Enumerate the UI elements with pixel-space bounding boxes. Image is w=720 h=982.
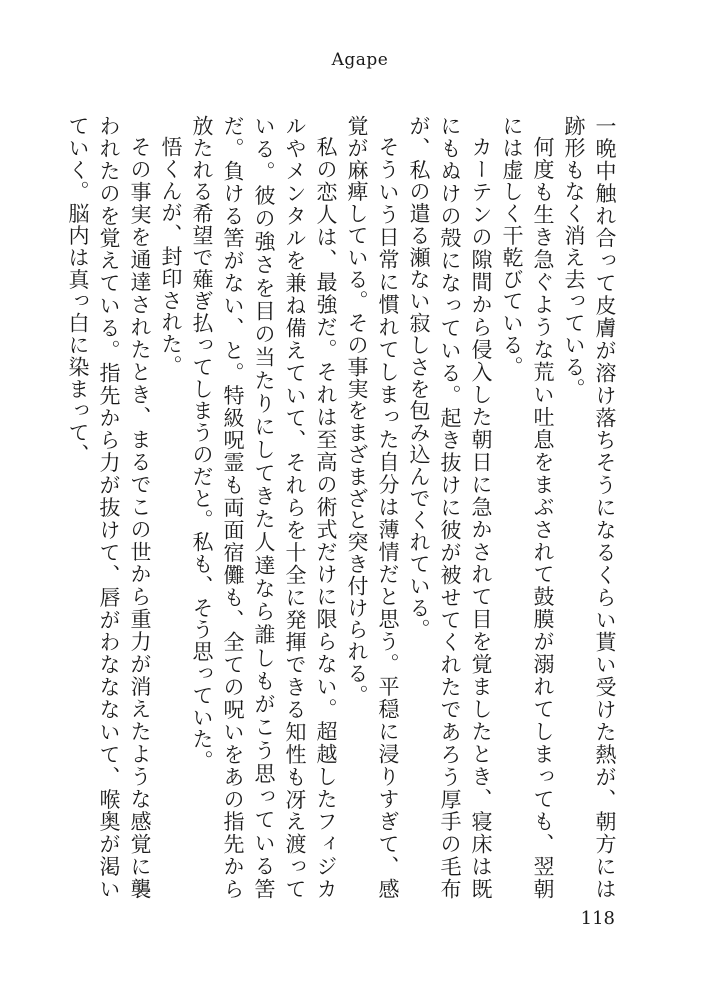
- vertical-body-text: [66, 115, 620, 900]
- running-title: Agape: [331, 50, 389, 70]
- page-number: 118: [580, 908, 615, 929]
- paragraph: その事実を通達されたとき、まるでこの世から重力が消えたような感覚に襲われたのを覚えている。指先から力が抜けて、唇がわななないて、喉奥が渇いていく。脳内は真っ白に染まって、: [66, 115, 152, 900]
- paragraph: 悟くんが、封印された。: [159, 136, 183, 377]
- paragraph: 一晩中触れ合って皮膚が溶け落ちそうになるくらい貰い受けた熱が、朝方には跡形もなく消え去っている。: [562, 115, 617, 900]
- paragraph: そういう日常に慣れてしまった自分は薄情だと思う。平穏に浸りすぎて、感覚が麻痺している。その事実をまざまざと突き付けられる。: [345, 115, 400, 900]
- paragraph: 何度も生き急ぐような荒い吐息をまぶされて鼓膜が溺れてしまっても、翌朝には虚しく干乾びている。: [500, 115, 555, 900]
- paragraph: カーテンの隙間から侵入した朝日に急かされて目を覚ましたとき、寝床は既にもぬけの殻になっている。起き抜けに彼が被せてくれたであろう厚手の毛布が、私の遣る瀬ない寂しさを包み込んでくれている。: [407, 115, 493, 900]
- paragraph: 私の恋人は、最強だ。それは至高の術式だけに限らない。超越したフィジカルやメンタルを兼ね備えていて、それらを十全に発揮できる知性も冴え渡っている。彼の強さを目の当たりにしてきた人達なら誰しもがこう思っている筈だ。負ける筈がない、と。特級呪霊も両面宿儺も、全ての呪いをあの指先から放たれる希望で薙ぎ払ってしまうのだと。私も、そう思っていた。: [190, 115, 338, 900]
